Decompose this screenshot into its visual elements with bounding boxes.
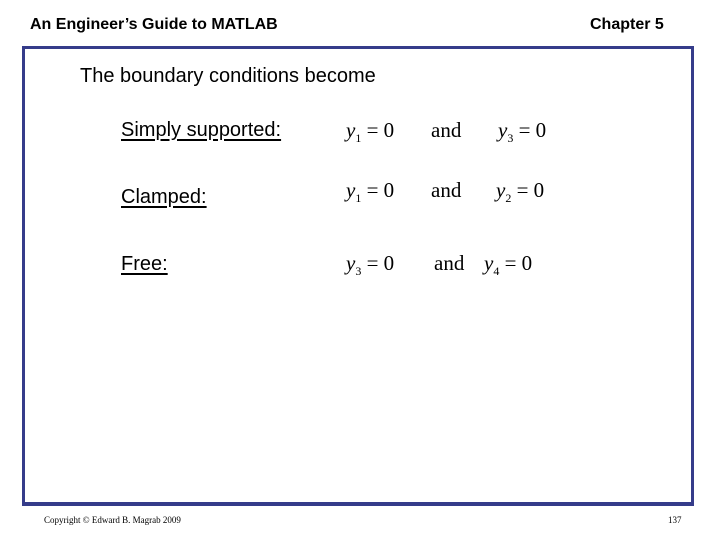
equation-variable: y <box>496 178 506 202</box>
equation-rhs: = 0 <box>366 118 395 142</box>
and-connector: and <box>431 118 462 142</box>
equation-variable: y <box>498 118 508 142</box>
equation-variable: y <box>484 251 494 275</box>
equation-subscript: 4 <box>493 264 500 278</box>
page-number: 137 <box>668 515 682 525</box>
equation-subscript: 1 <box>355 191 362 205</box>
equation-rhs: = 0 <box>366 178 395 202</box>
and-connector: and <box>434 251 465 275</box>
and-connector: and <box>431 178 462 202</box>
clamped-right-equation <box>496 180 544 204</box>
equation-rhs: = 0 <box>516 178 545 202</box>
free-label: Free: <box>121 253 168 275</box>
copyright-notice: Copyright © Edward B. Magrab 2009 <box>44 515 181 525</box>
clamped-left-equation <box>346 180 394 204</box>
equation-subscript: 2 <box>505 191 512 205</box>
equation-rhs: = 0 <box>518 118 547 142</box>
clamped-connector <box>431 180 461 201</box>
equation-subscript: 3 <box>507 131 514 145</box>
simply-supported-label: Simply supported: <box>121 119 282 141</box>
simply-supported-right-equation <box>498 120 546 144</box>
chapter-label: Chapter 5 <box>590 16 664 33</box>
free-connector <box>434 253 464 274</box>
equation-subscript: 1 <box>355 131 362 145</box>
free-right-equation <box>484 253 532 277</box>
free-left-equation <box>346 253 394 277</box>
equation-variable: y <box>346 251 356 275</box>
equation-subscript: 3 <box>355 264 362 278</box>
clamped-label: Clamped: <box>121 186 207 208</box>
simply-supported-connector <box>431 120 461 141</box>
equation-variable: y <box>346 118 356 142</box>
intro-text: The boundary conditions become <box>80 65 376 87</box>
slide-header-title: An Engineer’s Guide to MATLAB <box>30 16 278 33</box>
equation-rhs: = 0 <box>504 251 533 275</box>
equation-variable: y <box>346 178 356 202</box>
equation-rhs: = 0 <box>366 251 395 275</box>
simply-supported-left-equation <box>346 120 394 144</box>
